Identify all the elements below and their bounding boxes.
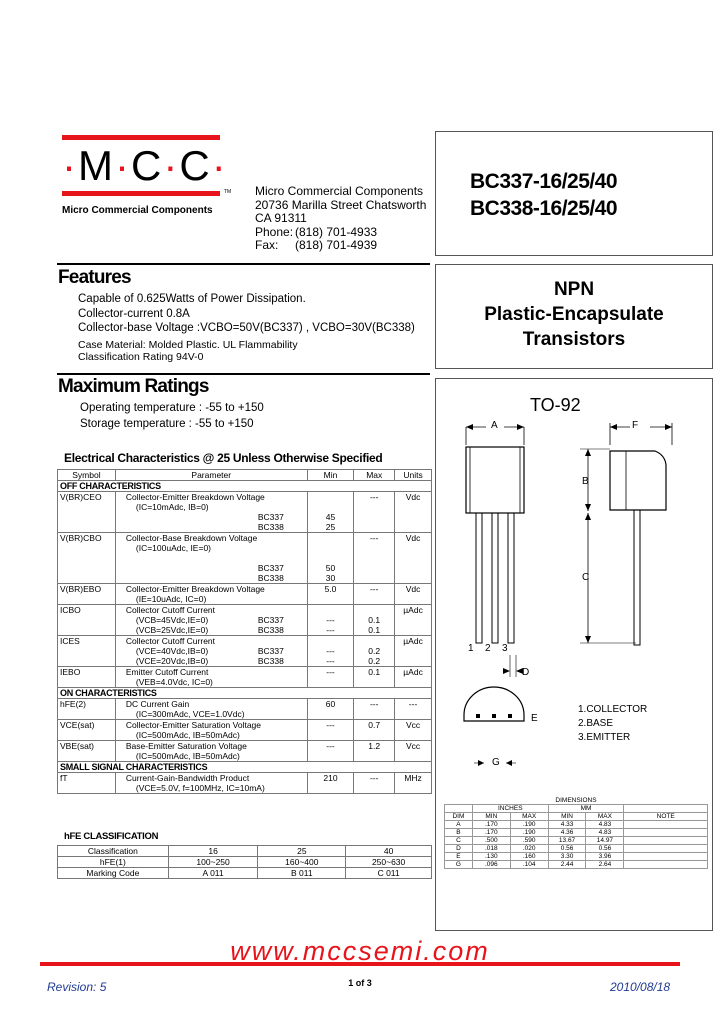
table-row bbox=[58, 584, 432, 605]
variant: BC337 bbox=[257, 615, 284, 625]
min-value: --- bbox=[307, 741, 354, 762]
dimensions-table bbox=[444, 797, 708, 869]
table-row bbox=[58, 773, 432, 794]
dim-cell: .190 bbox=[510, 829, 548, 837]
col-symbol: Symbol bbox=[58, 470, 116, 481]
min-value: --- bbox=[326, 625, 335, 635]
min-value: --- bbox=[307, 667, 354, 688]
dim-cell: A bbox=[445, 821, 473, 829]
on-characteristics-title: ON CHARACTERISTICS bbox=[58, 688, 432, 699]
table-row bbox=[445, 861, 708, 869]
unit: Vcc bbox=[395, 741, 432, 762]
dim-cell: B bbox=[445, 829, 473, 837]
phone-label: Phone: bbox=[255, 224, 294, 239]
dim-cell bbox=[624, 821, 708, 829]
max-ratings-rule bbox=[57, 373, 430, 375]
rating-item: Operating temperature : -55 to +150 bbox=[80, 402, 264, 414]
variant: BC337 bbox=[257, 563, 284, 573]
pin-emitter: 3.EMITTER bbox=[578, 732, 631, 743]
min-value: 45 bbox=[325, 512, 336, 522]
website-link[interactable]: www.mccsemi.com bbox=[230, 936, 490, 966]
feature-item: Classification Rating 94V-0 bbox=[78, 351, 204, 363]
unit: µAdc bbox=[395, 636, 432, 667]
max-value: 0.1 bbox=[368, 615, 381, 625]
table-row bbox=[445, 829, 708, 837]
max-value: --- bbox=[354, 533, 395, 584]
param-cond: (VCE=20Vdc,IB=0) bbox=[135, 656, 209, 666]
dim-cell bbox=[624, 845, 708, 853]
feature-item: Collector-current 0.8A bbox=[78, 308, 190, 320]
pin-number-2: 2 bbox=[485, 643, 491, 654]
hfe-cell: B 011 bbox=[258, 868, 346, 879]
min-value: 5.0 bbox=[307, 584, 354, 605]
col-min: Min bbox=[307, 470, 354, 481]
max-value: --- bbox=[354, 773, 395, 794]
unit: --- bbox=[395, 699, 432, 720]
table-row bbox=[445, 821, 708, 829]
table-row bbox=[58, 492, 432, 533]
fax-number: (818) 701-4939 bbox=[295, 238, 378, 252]
table-row bbox=[58, 846, 432, 857]
dim-cell: 4.36 bbox=[548, 829, 586, 837]
param-cond: (IC=500mAdc, IB=50mAdc) bbox=[135, 730, 240, 740]
hfe-cell: A 011 bbox=[168, 868, 258, 879]
dim-cell: .096 bbox=[472, 861, 510, 869]
unit: Vdc bbox=[395, 533, 432, 584]
dim-cell: 0.56 bbox=[548, 845, 586, 853]
pin-number-1: 1 bbox=[468, 643, 474, 654]
hfe-cell: hFE(1) bbox=[58, 857, 169, 868]
dim-cell: 2.64 bbox=[586, 861, 624, 869]
dim-cell: .500 bbox=[472, 837, 510, 845]
dim-cell: .160 bbox=[510, 853, 548, 861]
min-value: --- bbox=[326, 646, 335, 656]
dim-header: MAX bbox=[586, 813, 624, 821]
unit: Vdc bbox=[395, 492, 432, 533]
param: Emitter Cutoff Current bbox=[125, 667, 209, 677]
col-max: Max bbox=[354, 470, 395, 481]
table-row bbox=[58, 533, 432, 584]
dim-label-g: G bbox=[492, 757, 500, 768]
part-number-2: BC338-16/25/40 bbox=[470, 197, 618, 220]
dim-cell: .170 bbox=[472, 821, 510, 829]
symbol: V(BR)CBO bbox=[58, 533, 116, 584]
ec-title: Electrical Characteristics @ 25 Unless Otherwise Specified bbox=[64, 451, 383, 465]
symbol: V(BR)CEO bbox=[58, 492, 116, 533]
symbol: hFE(2) bbox=[58, 699, 116, 720]
table-row bbox=[58, 720, 432, 741]
min-value: --- bbox=[326, 615, 335, 625]
param-cond: (IC=100uAdc, IE=0) bbox=[135, 543, 212, 553]
dim-cell: C bbox=[445, 837, 473, 845]
dim-header: DIM bbox=[445, 813, 473, 821]
param: DC Current Gain bbox=[125, 699, 190, 709]
logo-bottom-bar bbox=[62, 191, 220, 196]
dim-cell bbox=[624, 853, 708, 861]
param-cond: (IE=10uAdc, IC=0) bbox=[135, 594, 207, 604]
symbol: VBE(sat) bbox=[58, 741, 116, 762]
dim-label-b: B bbox=[582, 476, 589, 487]
param-cond: (VCB=45Vdc,IE=0) bbox=[135, 615, 209, 625]
dim-label-c: C bbox=[582, 572, 590, 583]
max-value: --- bbox=[354, 699, 395, 720]
max-value: 0.1 bbox=[354, 667, 395, 688]
description-line-2: Plastic-Encapsulate bbox=[484, 304, 664, 325]
dim-cell bbox=[624, 829, 708, 837]
hfe-cell: 25 bbox=[258, 846, 346, 857]
dim-cell: .018 bbox=[472, 845, 510, 853]
features-title: Features bbox=[58, 267, 131, 288]
param: Base-Emitter Saturation Voltage bbox=[125, 741, 247, 751]
dim-cell: D bbox=[445, 845, 473, 853]
param-cond: (VCE=5.0V, f=100MHz, IC=10mA) bbox=[135, 783, 265, 793]
table-row bbox=[445, 853, 708, 861]
dim-cell: 0.56 bbox=[586, 845, 624, 853]
dim-cell: .020 bbox=[510, 845, 548, 853]
feature-item: Capable of 0.625Watts of Power Dissipation. bbox=[78, 293, 306, 305]
dim-cell: 4.83 bbox=[586, 821, 624, 829]
feature-item: Case Material: Molded Plastic. UL Flammability bbox=[78, 339, 298, 351]
dim-cell: .590 bbox=[510, 837, 548, 845]
feature-item: Collector-base Voltage :VCBO=50V(BC337) , VCBO=30V(BC338) bbox=[78, 322, 415, 334]
hfe-cell: 250~630 bbox=[346, 857, 432, 868]
table-row bbox=[58, 741, 432, 762]
variant: BC338 bbox=[257, 625, 284, 635]
description-line-3: Transistors bbox=[522, 329, 626, 350]
dimensions-title: DIMENSIONS bbox=[555, 797, 597, 804]
max-value: 0.7 bbox=[354, 720, 395, 741]
variant: BC337 bbox=[257, 646, 284, 656]
table-row bbox=[58, 636, 432, 667]
package-drawing bbox=[440, 415, 710, 775]
dim-header: MIN bbox=[472, 813, 510, 821]
address-line-3: CA 91311 bbox=[255, 211, 307, 225]
unit: µAdc bbox=[395, 605, 432, 636]
min-value: 30 bbox=[325, 573, 336, 583]
small-signal-title: SMALL SIGNAL CHARACTERISTICS bbox=[58, 762, 432, 773]
dim-label-d: D bbox=[522, 667, 530, 678]
max-ratings-title: Maximum Ratings bbox=[58, 376, 209, 397]
variant: BC338 bbox=[257, 522, 284, 532]
param: Collector-Emitter Saturation Voltage bbox=[125, 720, 261, 730]
logo-company-name: Micro Commercial Components bbox=[62, 205, 213, 216]
dim-header: MAX bbox=[510, 813, 548, 821]
ec-table bbox=[57, 469, 432, 794]
param: Collector Cutoff Current bbox=[125, 605, 216, 615]
param-cond: (IC=500mAdc, IB=50mAdc) bbox=[135, 751, 240, 761]
min-value: --- bbox=[307, 720, 354, 741]
company-address bbox=[255, 185, 426, 253]
pin-collector: 1.COLLECTOR bbox=[578, 704, 648, 715]
dim-cell bbox=[624, 861, 708, 869]
dim-cell: .130 bbox=[472, 853, 510, 861]
max-value: 0.2 bbox=[368, 646, 381, 656]
col-parameter: Parameter bbox=[115, 470, 307, 481]
min-value: 210 bbox=[307, 773, 354, 794]
symbol: V(BR)EBO bbox=[58, 584, 116, 605]
param-cond: (IC=300mAdc, VCE=1.0Vdc) bbox=[135, 709, 245, 719]
hfe-cell: 160~400 bbox=[258, 857, 346, 868]
dim-cell: .170 bbox=[472, 829, 510, 837]
dim-cell: 3.30 bbox=[548, 853, 586, 861]
param: Collector-Emitter Breakdown Voltage bbox=[125, 584, 265, 594]
dim-label-f: F bbox=[632, 420, 639, 431]
param-cond: (VCE=40Vdc,IB=0) bbox=[135, 646, 209, 656]
mm-header: MM bbox=[548, 805, 624, 813]
dim-cell: 13.67 bbox=[548, 837, 586, 845]
param-cond: (VCB=25Vdc,IE=0) bbox=[135, 625, 209, 635]
max-value: --- bbox=[354, 492, 395, 533]
hfe-table bbox=[57, 845, 432, 879]
logo: ·M·C·C· bbox=[62, 142, 228, 189]
symbol: VCE(sat) bbox=[58, 720, 116, 741]
table-row bbox=[58, 605, 432, 636]
dim-cell: G bbox=[445, 861, 473, 869]
part-number-1: BC337-16/25/40 bbox=[470, 170, 618, 193]
min-value: --- bbox=[326, 656, 335, 666]
pin-number-3: 3 bbox=[502, 643, 508, 654]
hfe-cell: Marking Code bbox=[58, 868, 169, 879]
param-cond: (IC=10mAdc, IB=0) bbox=[135, 502, 209, 512]
symbol: ICES bbox=[58, 636, 116, 667]
description-line-1: NPN bbox=[553, 279, 595, 300]
min-value: 50 bbox=[325, 563, 336, 573]
unit: Vcc bbox=[395, 720, 432, 741]
dim-header: NOTE bbox=[624, 813, 708, 821]
param: Collector-Base Breakdown Voltage bbox=[125, 533, 258, 543]
col-units: Units bbox=[395, 470, 432, 481]
max-value: 0.2 bbox=[368, 656, 381, 666]
dim-cell: 14.97 bbox=[586, 837, 624, 845]
address-line-1: Micro Commercial Components bbox=[255, 184, 424, 198]
max-value: 1.2 bbox=[354, 741, 395, 762]
fax-label: Fax: bbox=[255, 238, 279, 252]
dim-cell: 4.83 bbox=[586, 829, 624, 837]
date: 2010/08/18 bbox=[610, 980, 671, 994]
param: Collector-Emitter Breakdown Voltage bbox=[125, 492, 265, 502]
unit: µAdc bbox=[395, 667, 432, 688]
package-name: TO-92 bbox=[530, 395, 581, 415]
inches-header: INCHES bbox=[472, 805, 548, 813]
table-row bbox=[58, 857, 432, 868]
table-row bbox=[445, 813, 708, 821]
param: Collector Cutoff Current bbox=[125, 636, 216, 646]
revision: Revision: 5 bbox=[47, 980, 107, 994]
logo-top-bar bbox=[62, 135, 220, 140]
min-value: 60 bbox=[307, 699, 354, 720]
hfe-cell: 40 bbox=[346, 846, 432, 857]
table-row bbox=[445, 845, 708, 853]
dim-label-e: E bbox=[531, 713, 538, 724]
variant: BC338 bbox=[257, 573, 284, 583]
rating-item: Storage temperature : -55 to +150 bbox=[80, 418, 254, 430]
hfe-cell: C 011 bbox=[346, 868, 432, 879]
table-row bbox=[58, 667, 432, 688]
dim-cell bbox=[624, 837, 708, 845]
pin-base: 2.BASE bbox=[578, 718, 614, 729]
hfe-cell: 16 bbox=[168, 846, 258, 857]
symbol: IEBO bbox=[58, 667, 116, 688]
max-value: --- bbox=[354, 584, 395, 605]
variant: BC338 bbox=[257, 656, 284, 666]
dim-cell: 4.33 bbox=[548, 821, 586, 829]
phone-number: (818) 701-4933 bbox=[295, 224, 378, 239]
dim-cell: .190 bbox=[510, 821, 548, 829]
variant: BC337 bbox=[257, 512, 284, 522]
hfe-cell: Classification bbox=[58, 846, 169, 857]
table-row bbox=[445, 837, 708, 845]
dim-cell: .104 bbox=[510, 861, 548, 869]
unit: MHz bbox=[395, 773, 432, 794]
hfe-title: hFE CLASSIFICATION bbox=[64, 831, 159, 842]
dim-header: MIN bbox=[548, 813, 586, 821]
max-value: 0.1 bbox=[368, 625, 381, 635]
param: Current-Gain-Bandwidth Product bbox=[125, 773, 250, 783]
ec-header-row bbox=[58, 470, 432, 481]
off-characteristics-title: OFF CHARACTERISTICS bbox=[58, 481, 432, 492]
trademark-mark: TM bbox=[224, 189, 232, 195]
symbol: fT bbox=[58, 773, 116, 794]
address-line-2: 20736 Marilla Street Chatsworth bbox=[255, 197, 427, 212]
param-cond: (VEB=4.0Vdc, IC=0) bbox=[135, 677, 213, 687]
table-row bbox=[58, 868, 432, 879]
symbol: ICBO bbox=[58, 605, 116, 636]
page-number: 1 of 3 bbox=[348, 978, 372, 988]
dim-label-a: A bbox=[491, 420, 498, 431]
min-value: 25 bbox=[325, 522, 336, 532]
dim-cell: E bbox=[445, 853, 473, 861]
hfe-cell: 100~250 bbox=[168, 857, 258, 868]
table-row bbox=[58, 699, 432, 720]
dim-cell: 3.96 bbox=[586, 853, 624, 861]
unit: Vdc bbox=[395, 584, 432, 605]
dim-cell: 2.44 bbox=[548, 861, 586, 869]
features-rule bbox=[57, 263, 430, 265]
